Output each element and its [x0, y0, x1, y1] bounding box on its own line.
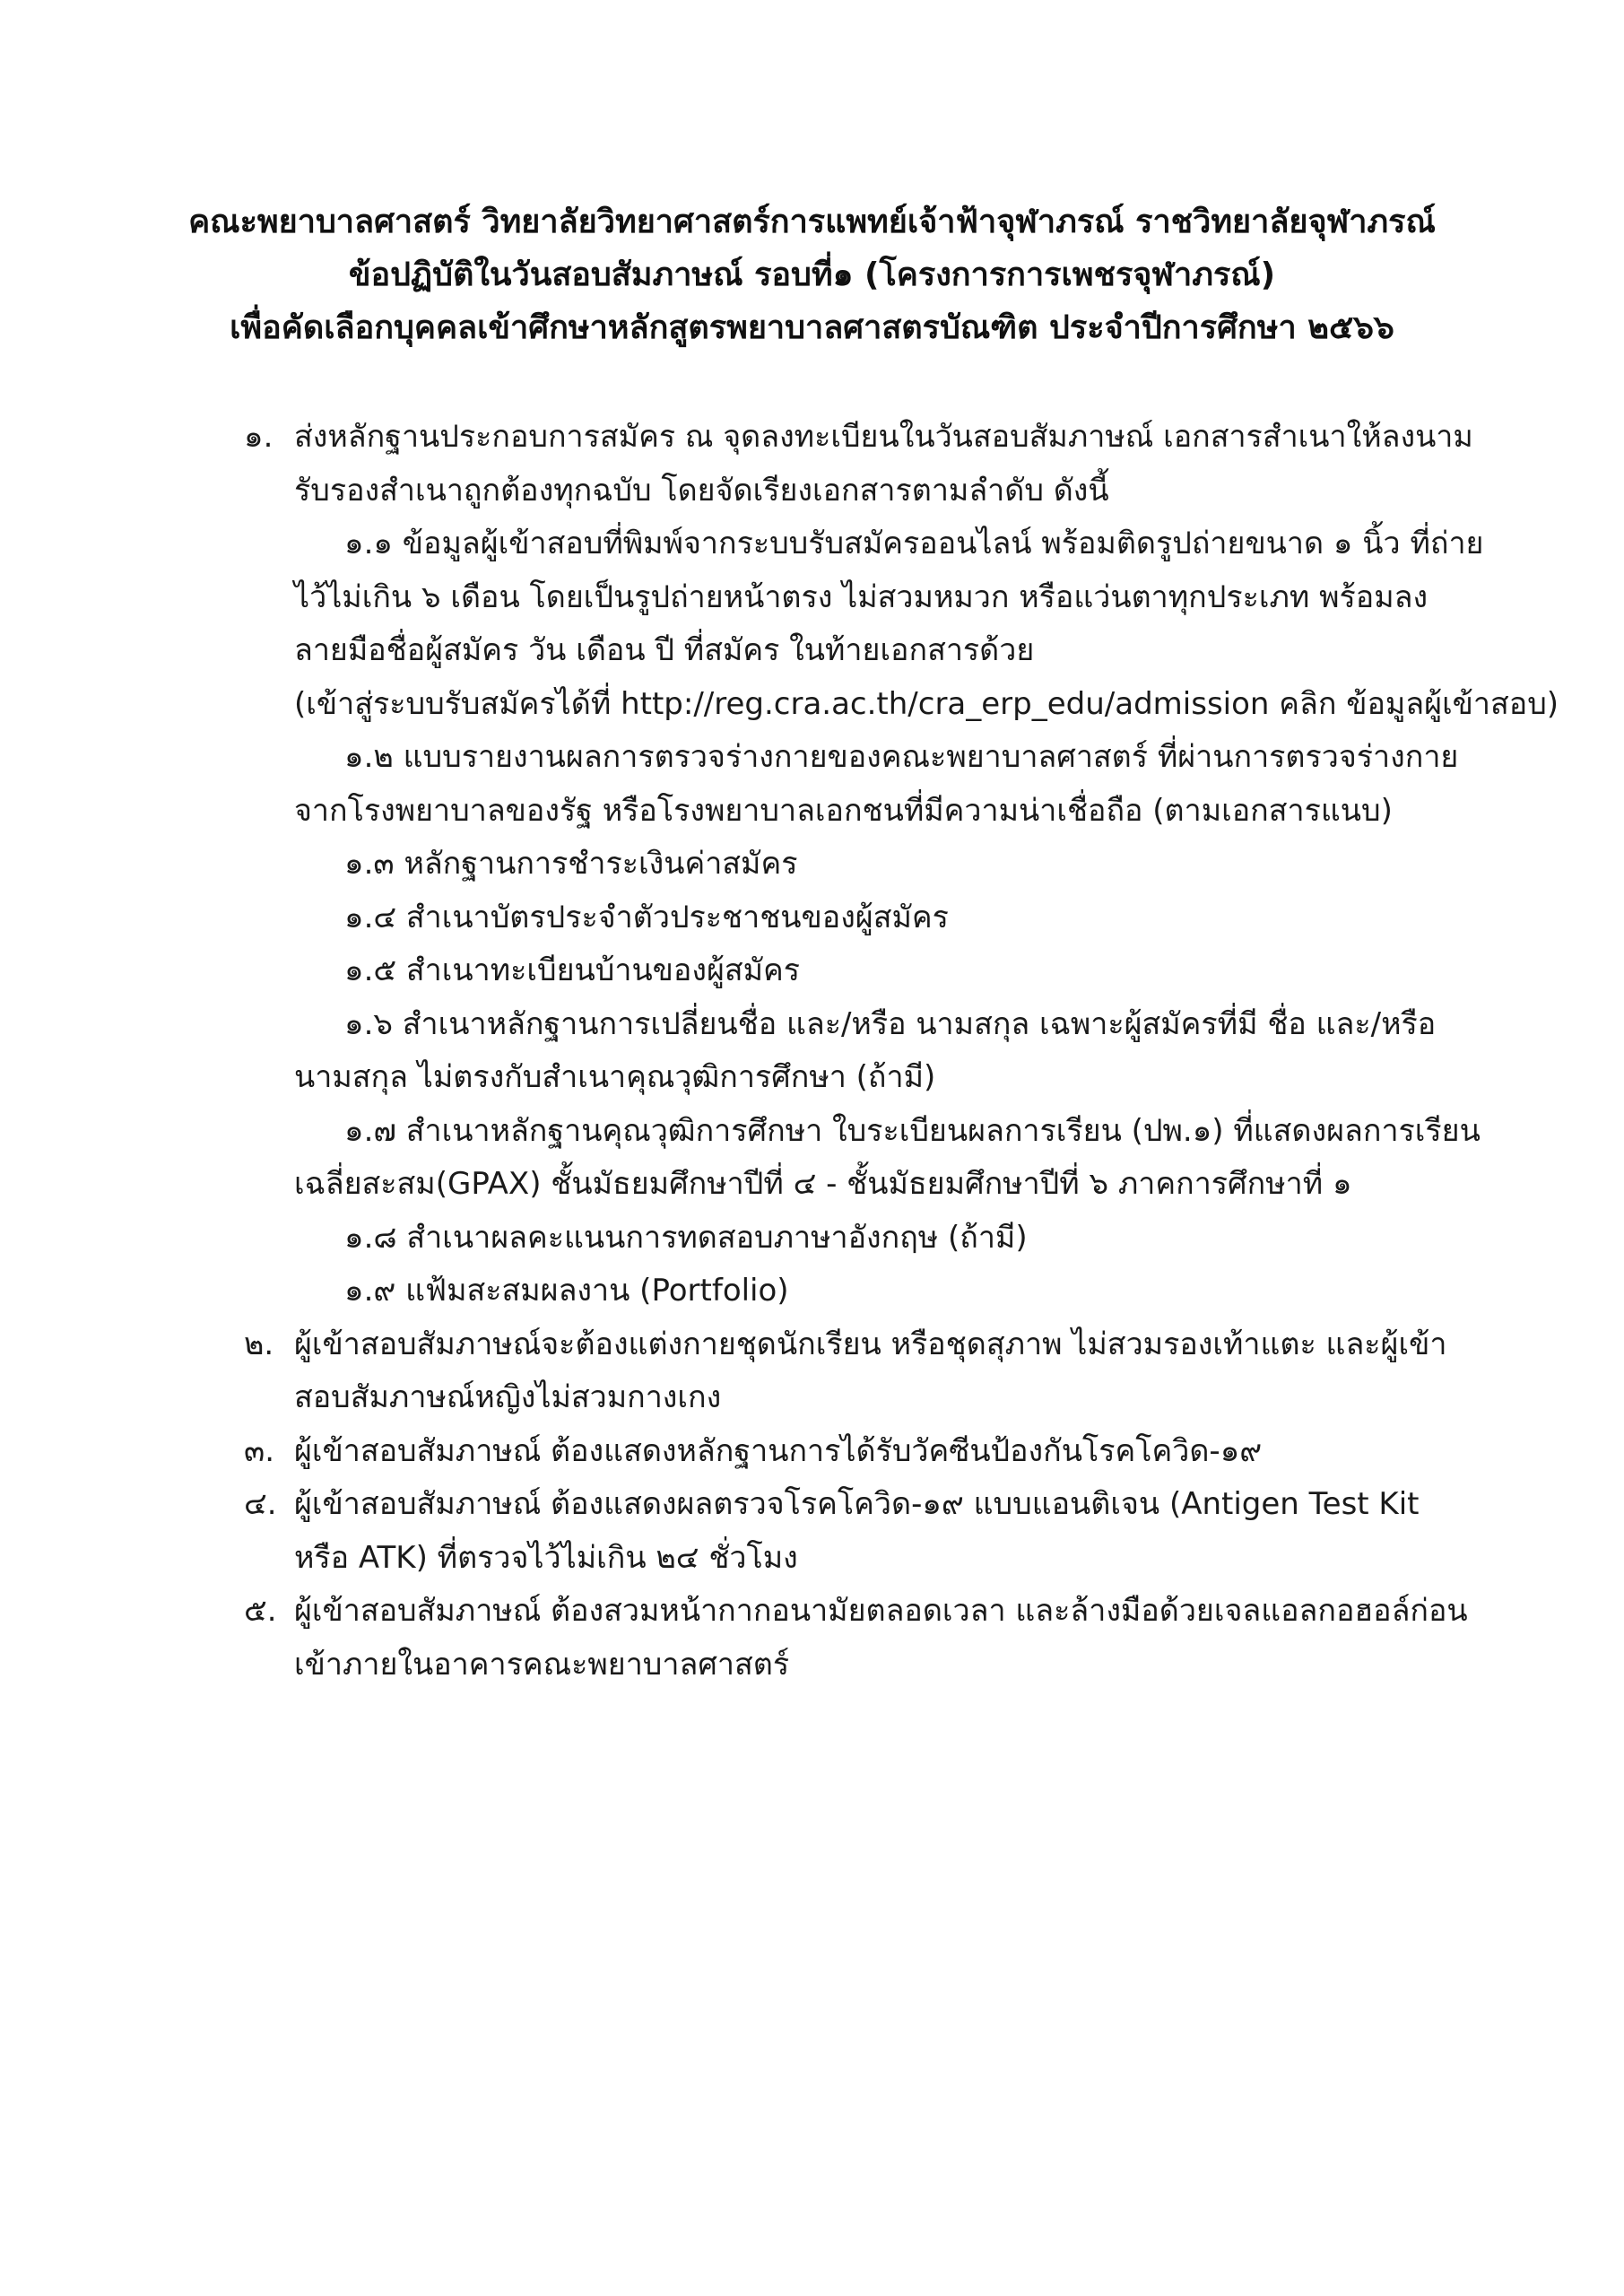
- sub-item-text: ๑.๔ สำเนาบัตรประจำตัวประชาชนของผู้สมัคร: [344, 899, 949, 935]
- item-number: ๕.: [244, 1593, 277, 1629]
- list-item-5-cont: [0, 1639, 1624, 1692]
- list-item-4: [0, 1478, 1624, 1532]
- list-item-1-cont: [0, 465, 1624, 518]
- sub-item-text: ลายมือชื่อผู้สมัคร วัน เดือน ปี ที่สมัคร ในท้ายเอกสารด้วย: [294, 632, 1035, 668]
- item-number: ๑.: [244, 419, 274, 455]
- list-item-5: [0, 1585, 1624, 1639]
- item-text: สอบสัมภาษณ์หญิงไม่สวมกางเกง: [294, 1379, 722, 1415]
- list-item-1: [0, 411, 1624, 465]
- registration-url-note: (เข้าสู่ระบบรับสมัครได้ที่ http://reg.cra.ac.th/cra_erp_edu/admission คลิก ข้อมูลผู้เข้าสอบ): [294, 685, 1559, 722]
- sub-item-1-7-cont: [0, 1158, 1624, 1212]
- sub-item-text: ๑.๘ สำเนาผลคะแนนการทดสอบภาษาอังกฤษ (ถ้ามี): [344, 1219, 1028, 1256]
- header-line-title: ข้อปฏิบัติในวันสอบสัมภาษณ์ รอบที่๑ (โครงการการเพชรจุฬาภรณ์): [348, 257, 1276, 293]
- sub-item-1-3: [0, 838, 1624, 891]
- item-text: ผู้เข้าสอบสัมภาษณ์ ต้องแสดงผลตรวจโรคโควิด-๑๙ แบบแอนติเจน (Antigen Test Kit: [294, 1486, 1420, 1522]
- sub-item-text: ไว้ไม่เกิน ๖ เดือน โดยเป็นรูปถ่ายหน้าตรง ไม่สวมหมวก หรือแว่นตาทุกประเภท พร้อมลง: [294, 578, 1429, 615]
- sub-item-text: ๑.๒ แบบรายงานผลการตรวจร่างกายของคณะพยาบาลศาสตร์ ที่ผ่านการตรวจร่างกาย: [344, 739, 1459, 775]
- header-line-purpose: เพื่อคัดเลือกบุคคลเข้าศึกษาหลักสูตรพยาบาลศาสตรบัณฑิต ประจำปีการศึกษา ๒๕๖๖: [230, 309, 1394, 346]
- sub-item-1-1-url-note: [0, 678, 1624, 732]
- item-text: ส่งหลักฐานประกอบการสมัคร ณ จุดลงทะเบียนในวันสอบสัมภาษณ์ เอกสารสำเนาให้ลงนาม: [294, 419, 1473, 455]
- item-text: รับรองสำเนาถูกต้องทุกฉบับ โดยจัดเรียงเอกสารตามลำดับ ดังนี้: [294, 472, 1109, 509]
- item-number: ๓.: [244, 1432, 275, 1469]
- item-text: หรือ ATK) ที่ตรวจไว้ไม่เกิน ๒๔ ชั่วโมง: [294, 1539, 798, 1576]
- sub-item-1-2: [0, 731, 1624, 785]
- item-text: ผู้เข้าสอบสัมภาษณ์จะต้องแต่งกายชุดนักเรียน หรือชุดสุภาพ ไม่สวมรองเท้าแตะ และผู้เข้า: [294, 1326, 1447, 1362]
- item-text: ผู้เข้าสอบสัมภาษณ์ ต้องแสดงหลักฐานการได้รับวัคซีนป้องกันโรคโควิด-๑๙: [294, 1432, 1263, 1469]
- sub-item-1-1-cont: [0, 624, 1624, 678]
- sub-item-text: ๑.๑ ข้อมูลผู้เข้าสอบที่พิมพ์จากระบบรับสมัครออนไลน์ พร้อมติดรูปถ่ายขนาด ๑ นิ้ว ที่ถ่าย: [344, 526, 1484, 561]
- sub-item-1-1-cont: [0, 571, 1624, 625]
- sub-item-1-8: [0, 1212, 1624, 1265]
- list-item-4-cont: [0, 1532, 1624, 1586]
- sub-item-text: ๑.๙ แฟ้มสะสมผลงาน (Portfolio): [344, 1273, 789, 1309]
- sub-item-text: ๑.๓ หลักฐานการชำระเงินค่าสมัคร: [344, 846, 798, 882]
- header-line-institution: คณะพยาบาลศาสตร์ วิทยาลัยวิทยาศาสตร์การแพทย์เจ้าฟ้าจุฬาภรณ์ ราชวิทยาลัยจุฬาภรณ์: [188, 204, 1436, 240]
- item-number: ๔.: [244, 1486, 277, 1522]
- list-item-2-cont: [0, 1371, 1624, 1425]
- item-number: ๒.: [244, 1326, 274, 1362]
- list-item-2: [0, 1318, 1624, 1372]
- item-text: ผู้เข้าสอบสัมภาษณ์ ต้องสวมหน้ากากอนามัยตลอดเวลา และล้างมือด้วยเจลแอลกอฮอล์ก่อน: [294, 1593, 1468, 1629]
- sub-item-text: จากโรงพยาบาลของรัฐ หรือโรงพยาบาลเอกชนที่มีความน่าเชื่อถือ (ตามเอกสารแนบ): [294, 792, 1393, 829]
- sub-item-1-7: [0, 1105, 1624, 1159]
- item-text: เข้าภายในอาคารคณะพยาบาลศาสตร์: [294, 1646, 790, 1683]
- document-header: [179, 196, 1445, 354]
- sub-item-text: ๑.๖ สำเนาหลักฐานการเปลี่ยนชื่อ และ/หรือ นามสกุล เฉพาะผู้สมัครที่มี ชื่อ และ/หรือ: [344, 1005, 1437, 1042]
- list-item-3: [0, 1425, 1624, 1479]
- sub-item-1-2-cont: [0, 785, 1624, 839]
- sub-item-1-6-cont: [0, 1051, 1624, 1105]
- sub-item-text: นามสกุล ไม่ตรงกับสำเนาคุณวุฒิการศึกษา (ถ้ามี): [294, 1059, 936, 1095]
- sub-item-1-5: [0, 944, 1624, 998]
- sub-item-1-6: [0, 998, 1624, 1052]
- sub-item-1-9: [0, 1265, 1624, 1318]
- sub-item-text: ๑.๗ สำเนาหลักฐานคุณวุฒิการศึกษา ใบระเบียนผลการเรียน (ปพ.๑) ที่แสดงผลการเรียน: [344, 1112, 1481, 1149]
- sub-item-text: เฉลี่ยสะสม(GPAX) ชั้นมัธยมศึกษาปีที่ ๔ - ชั้นมัธยมศึกษาปีที่ ๖ ภาคการศึกษาที่ ๑: [294, 1166, 1352, 1202]
- sub-item-text: ๑.๕ สำเนาทะเบียนบ้านของผู้สมัคร: [344, 952, 801, 988]
- sub-item-1-1: [0, 517, 1624, 571]
- sub-item-1-4: [0, 891, 1624, 945]
- document-body: [0, 411, 1624, 1692]
